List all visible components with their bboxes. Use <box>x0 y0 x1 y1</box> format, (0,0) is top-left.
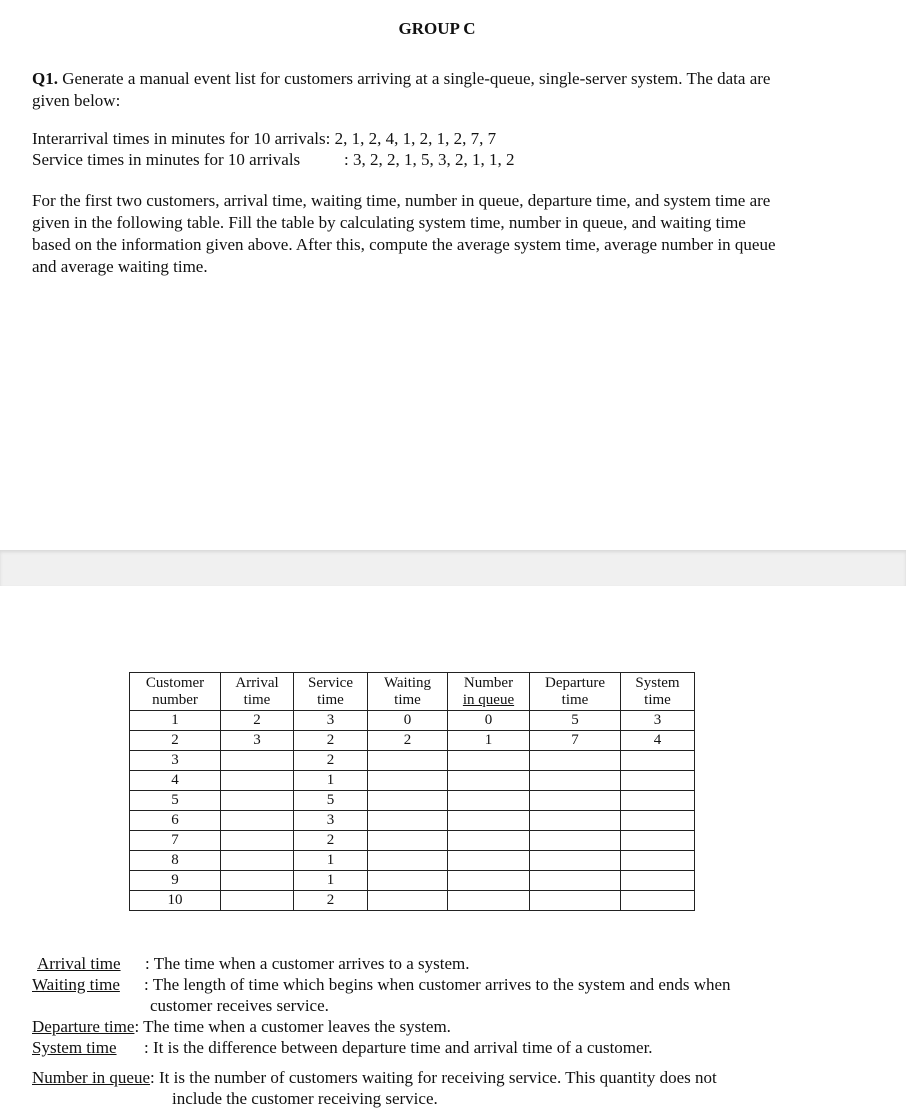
table-cell <box>621 831 695 851</box>
table-cell <box>530 871 621 891</box>
interarrival-line <box>32 128 777 150</box>
table-cell <box>368 851 448 871</box>
table-cell <box>368 871 448 891</box>
table-cell: 5 <box>294 791 368 811</box>
definition-text-continued: customer receives service. <box>150 996 329 1015</box>
table-row <box>130 831 695 851</box>
table-cell <box>621 851 695 871</box>
section-title: GROUP C <box>398 19 476 38</box>
table-row <box>130 871 695 891</box>
service-label: Service times in minutes for 10 arrivals <box>32 150 301 169</box>
definition-text: It is the difference between departure time and arrival time of a customer. <box>152 1038 653 1057</box>
table-cell: 0 <box>448 711 530 731</box>
definition-system-time: System time : It is the difference between departure time and arrival time of a customer. <box>32 1038 653 1057</box>
service-values: : 3, 2, 2, 1, 5, 3, 2, 1, 1, 2 <box>344 150 515 169</box>
table-cell <box>530 831 621 851</box>
table-cell <box>368 791 448 811</box>
table-cell <box>621 891 695 911</box>
table-cell <box>530 851 621 871</box>
table-cell: 7 <box>130 831 221 851</box>
definition-waiting-time: Waiting time : The length of time which begins when customer arrives to the system and ends when customer receives service. <box>32 974 792 1016</box>
definition-term: Waiting time <box>32 975 120 994</box>
header-departure-time: Departure time <box>530 673 621 711</box>
definition-text: It is the number of customers waiting for receiving service. This quantity does not <box>159 1068 717 1087</box>
table-cell: 2 <box>294 731 368 751</box>
table-row <box>130 891 695 911</box>
table-cell <box>368 891 448 911</box>
definition-text: The length of time which begins when customer arrives to the system and ends when <box>152 975 731 994</box>
question-text: Generate a manual event list for customers arriving at a single-queue, single-server system. The data are given below: <box>32 69 771 110</box>
table-cell <box>368 831 448 851</box>
header-system-time: System time <box>621 673 695 711</box>
table-cell: 2 <box>294 891 368 911</box>
table-row <box>130 811 695 831</box>
interarrival-values: 2, 1, 2, 4, 1, 2, 1, 2, 7, 7 <box>334 129 497 148</box>
table-cell <box>221 791 294 811</box>
definition-departure-time: Departure time: The time when a customer leaves the system. <box>32 1017 451 1036</box>
header-arrival-time: Arrival time <box>221 673 294 711</box>
instructions-paragraph: For the first two customers, arrival time, waiting time, number in queue, departure time, and system time are given in the following table. Fill the table by calculating system time, number in queue, and waiting time based on the information given above. After this, compute the average system time, average number in queue and average waiting time. <box>32 191 776 276</box>
table-cell <box>221 771 294 791</box>
table-cell <box>221 751 294 771</box>
table-row <box>130 771 695 791</box>
header-number-in-queue: Number in queue <box>448 673 530 711</box>
table-cell: 3 <box>294 711 368 731</box>
table-cell: 0 <box>368 711 448 731</box>
table-cell <box>448 751 530 771</box>
table-cell: 7 <box>530 731 621 751</box>
table-cell <box>621 751 695 771</box>
table-cell: 3 <box>294 811 368 831</box>
definition-text-continued: include the customer receiving service. <box>172 1089 438 1108</box>
table-cell <box>448 871 530 891</box>
table-cell: 2 <box>294 831 368 851</box>
table-cell <box>221 831 294 851</box>
table-body <box>130 711 695 911</box>
definition-text: The time when a customer leaves the system. <box>143 1017 451 1036</box>
table-cell <box>621 791 695 811</box>
table-row <box>130 851 695 871</box>
table-cell <box>530 891 621 911</box>
table-cell: 6 <box>130 811 221 831</box>
interarrival-label: Interarrival times in minutes for 10 arrivals: <box>32 129 331 148</box>
definition-arrival-time: Arrival time : The time when a customer arrives to a system. <box>37 954 470 973</box>
table-cell <box>621 811 695 831</box>
question-number: Q1. <box>32 69 58 88</box>
table-cell <box>448 771 530 791</box>
definition-term: Number in queue <box>32 1068 151 1087</box>
table-cell: 1 <box>294 871 368 891</box>
table-cell <box>448 891 530 911</box>
page-separator <box>0 550 906 586</box>
table-header-row <box>130 673 695 711</box>
definition-term: Departure time <box>32 1017 135 1036</box>
table-cell: 10 <box>130 891 221 911</box>
table-cell: 1 <box>294 851 368 871</box>
table-cell <box>530 771 621 791</box>
table-cell: 2 <box>221 711 294 731</box>
header-customer-number: Customer number <box>130 673 221 711</box>
table-cell <box>530 751 621 771</box>
table-cell: 1 <box>448 731 530 751</box>
service-line <box>32 149 777 171</box>
table-cell <box>368 771 448 791</box>
table-cell: 3 <box>621 711 695 731</box>
table-row <box>130 711 695 731</box>
table-cell <box>221 891 294 911</box>
table-cell <box>621 871 695 891</box>
header-waiting-time: Waiting time <box>368 673 448 711</box>
table-cell: 1 <box>130 711 221 731</box>
table-cell <box>448 831 530 851</box>
table-cell <box>448 791 530 811</box>
table-cell: 4 <box>621 731 695 751</box>
question-paragraph <box>32 68 777 112</box>
definition-term: Arrival time <box>37 954 121 973</box>
table-cell: 8 <box>130 851 221 871</box>
table-cell: 9 <box>130 871 221 891</box>
header-service-time: Service time <box>294 673 368 711</box>
table-row <box>130 791 695 811</box>
table-cell <box>368 811 448 831</box>
table-cell <box>221 811 294 831</box>
table-cell <box>221 871 294 891</box>
table-cell: 4 <box>130 771 221 791</box>
table-cell <box>221 851 294 871</box>
definition-text: The time when a customer arrives to a system. <box>153 954 470 973</box>
table-cell: 5 <box>130 791 221 811</box>
table-cell <box>448 851 530 871</box>
table-cell <box>621 771 695 791</box>
table-cell: 5 <box>530 711 621 731</box>
table-cell: 2 <box>368 731 448 751</box>
definition-number-in-queue: Number in queue: It is the number of customers waiting for receiving service. This quantity does not include the customer receiving service. <box>32 1067 792 1109</box>
table-cell <box>448 811 530 831</box>
table-row <box>130 751 695 771</box>
table-cell: 1 <box>294 771 368 791</box>
table-cell: 3 <box>221 731 294 751</box>
table-cell <box>530 791 621 811</box>
table-cell: 2 <box>294 751 368 771</box>
event-list-table <box>129 672 695 911</box>
table-cell: 3 <box>130 751 221 771</box>
table-cell <box>530 811 621 831</box>
table-row <box>130 731 695 751</box>
definition-term: System time <box>32 1038 117 1057</box>
table-cell: 2 <box>130 731 221 751</box>
table-cell <box>368 751 448 771</box>
